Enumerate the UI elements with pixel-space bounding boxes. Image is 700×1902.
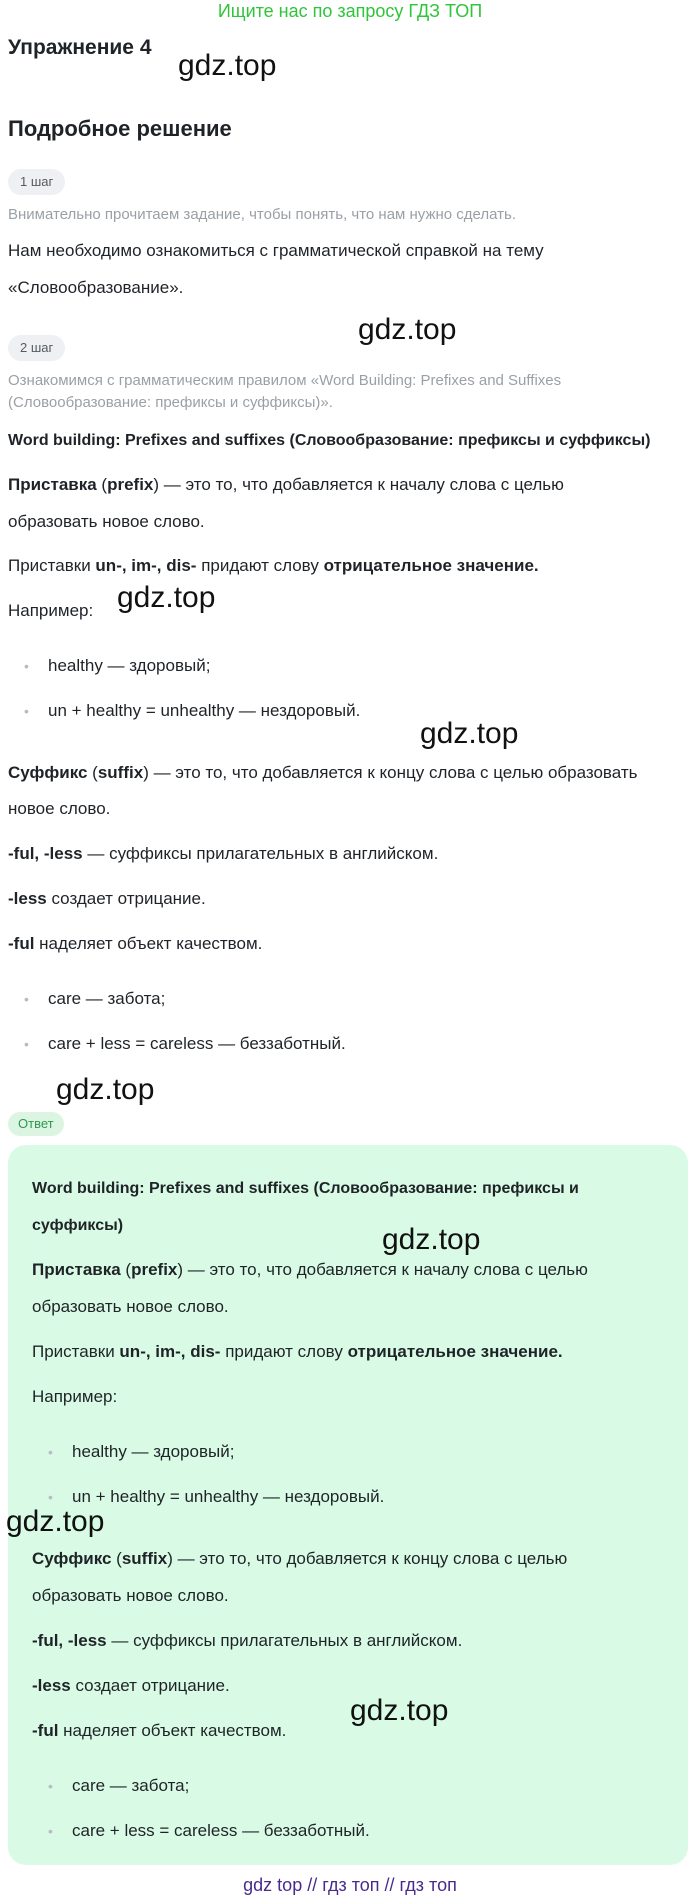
step2-hint-line2: (Словообразование: префиксы и суффиксы)». <box>8 394 333 411</box>
neg-intro: Приставки <box>32 1342 115 1361</box>
prefix-def: — это то, что добавляется к началу слова с целью <box>163 475 564 494</box>
ful-suffix: -ful <box>8 934 35 953</box>
list-item: • care — забота; <box>48 987 165 1011</box>
adj-suffixes-line <box>8 835 438 872</box>
answer-ful-line <box>32 1712 286 1749</box>
list-item: • healthy — здоровый; <box>48 654 210 678</box>
suffix-en: suffix <box>97 763 144 782</box>
answer-suffix-line2: образовать новое слово. <box>32 1586 229 1605</box>
answer-negative-line <box>32 1333 563 1370</box>
list-item: • care + less = careless — беззаботный. <box>48 1032 346 1056</box>
step2-badge: 2 шаг <box>8 335 65 361</box>
neg-intro: Приставки <box>8 556 91 575</box>
rule-title: Word building: Prefixes and suffixes (Словообразование: префиксы и суффиксы) <box>8 432 651 449</box>
prefix-en: prefix <box>131 1260 178 1279</box>
adj-suffixes: -ful, -less <box>32 1631 107 1650</box>
less-line <box>8 880 206 917</box>
prefix-en: prefix <box>107 475 154 494</box>
watermark: gdz.top <box>117 581 216 614</box>
watermark: gdz.top <box>382 1223 481 1256</box>
prefix-def: — это то, что добавляется к началу слова с целью <box>187 1260 588 1279</box>
step1-text-line1: Нам необходимо ознакомиться с грамматической справкой на тему <box>8 241 544 260</box>
answer-example-label: Например: <box>32 1387 118 1406</box>
answer-less-line <box>32 1667 230 1704</box>
adj-suffixes-desc: — суффиксы прилагательных в английском. <box>87 844 439 863</box>
suffix-term: Суффикс <box>32 1549 112 1568</box>
watermark: gdz.top <box>56 1073 155 1106</box>
neg-meaning: отрицательное значение. <box>347 1342 563 1361</box>
list-item: • un + healthy = unhealthy — нездоровый. <box>48 699 360 723</box>
prefix-definition-line1: Приставка (prefix) — это то, что добавляется к началу слова с целью <box>8 475 564 494</box>
list-item: • care + less = careless — беззаботный. <box>72 1819 370 1843</box>
suffix-en: suffix <box>121 1549 168 1568</box>
less-suffix: -less <box>32 1676 71 1695</box>
less-desc: создает отрицание. <box>75 1676 230 1695</box>
watermark: gdz.top <box>358 313 457 346</box>
watermark: gdz.top <box>6 1505 105 1538</box>
suffix-term: Суффикс <box>8 763 88 782</box>
exercise-title: Упражнение 4 <box>8 36 152 59</box>
prefix-term: Приставка <box>8 475 97 494</box>
prefix-term: Приставка <box>32 1260 121 1279</box>
ful-suffix: -ful <box>32 1721 59 1740</box>
step1-text-line2: «Словообразование». <box>8 278 184 297</box>
answer-title-line1: Word building: Prefixes and suffixes (Словообразование: префиксы и <box>32 1180 579 1197</box>
prefix-definition-line2: образовать новое слово. <box>8 512 205 531</box>
answer-suffix-line1: Суффикс (suffix) — это то, что добавляется к концу слова с целью <box>32 1549 568 1568</box>
answer-prefix-line2: образовать новое слово. <box>32 1297 229 1316</box>
search-banner: Ищите нас по запросу ГДЗ ТОП <box>217 1 483 21</box>
less-desc: создает отрицание. <box>51 889 206 908</box>
list-item: • healthy — здоровый; <box>72 1440 234 1464</box>
suffix-def: — это то, что добавляется к концу слова с целью <box>177 1549 568 1568</box>
ful-desc: наделяет объект качеством. <box>39 934 263 953</box>
adj-suffixes: -ful, -less <box>8 844 83 863</box>
neg-prefixes: un-, im-, dis- <box>119 1342 221 1361</box>
answer-title-line2: суффиксы) <box>32 1217 124 1234</box>
answer-adj-line <box>32 1622 462 1659</box>
neg-prefixes: un-, im-, dis- <box>95 556 197 575</box>
adj-suffixes-desc: — суффиксы прилагательных в английском. <box>111 1631 463 1650</box>
suffix-def: — это то, что добавляется к концу слова с целью образовать <box>153 763 638 782</box>
suffix-definition-line1: Суффикс (suffix) — это то, что добавляется к концу слова с целью образовать <box>8 763 638 782</box>
suffix-definition-line2: новое слово. <box>8 799 111 818</box>
step1-badge: 1 шаг <box>8 169 65 195</box>
list-item: • un + healthy = unhealthy — нездоровый. <box>72 1485 384 1509</box>
watermark: gdz.top <box>350 1694 449 1727</box>
negative-prefixes-line <box>8 547 539 584</box>
watermark: gdz.top <box>178 49 277 82</box>
footer-links: gdz top // гдз топ // гдз топ <box>243 1875 457 1895</box>
list-item: • care — забота; <box>72 1774 189 1798</box>
ful-desc: наделяет объект качеством. <box>63 1721 287 1740</box>
answer-badge: Ответ <box>8 1112 64 1136</box>
example-label: Например: <box>8 601 94 620</box>
less-suffix: -less <box>8 889 47 908</box>
neg-meaning: отрицательное значение. <box>323 556 539 575</box>
watermark: gdz.top <box>420 717 519 750</box>
answer-prefix-line1: Приставка (prefix) — это то, что добавляется к началу слова с целью <box>32 1260 588 1279</box>
step1-hint: Внимательно прочитаем задание, чтобы понять, что нам нужно сделать. <box>8 206 517 223</box>
ful-line <box>8 925 262 962</box>
solution-heading: Подробное решение <box>8 116 232 141</box>
neg-mid: придают слову <box>201 556 319 575</box>
neg-mid: придают слову <box>225 1342 343 1361</box>
step2-hint-line1: Ознакомимся с грамматическим правилом «Word Building: Prefixes and Suffixes <box>8 372 562 389</box>
